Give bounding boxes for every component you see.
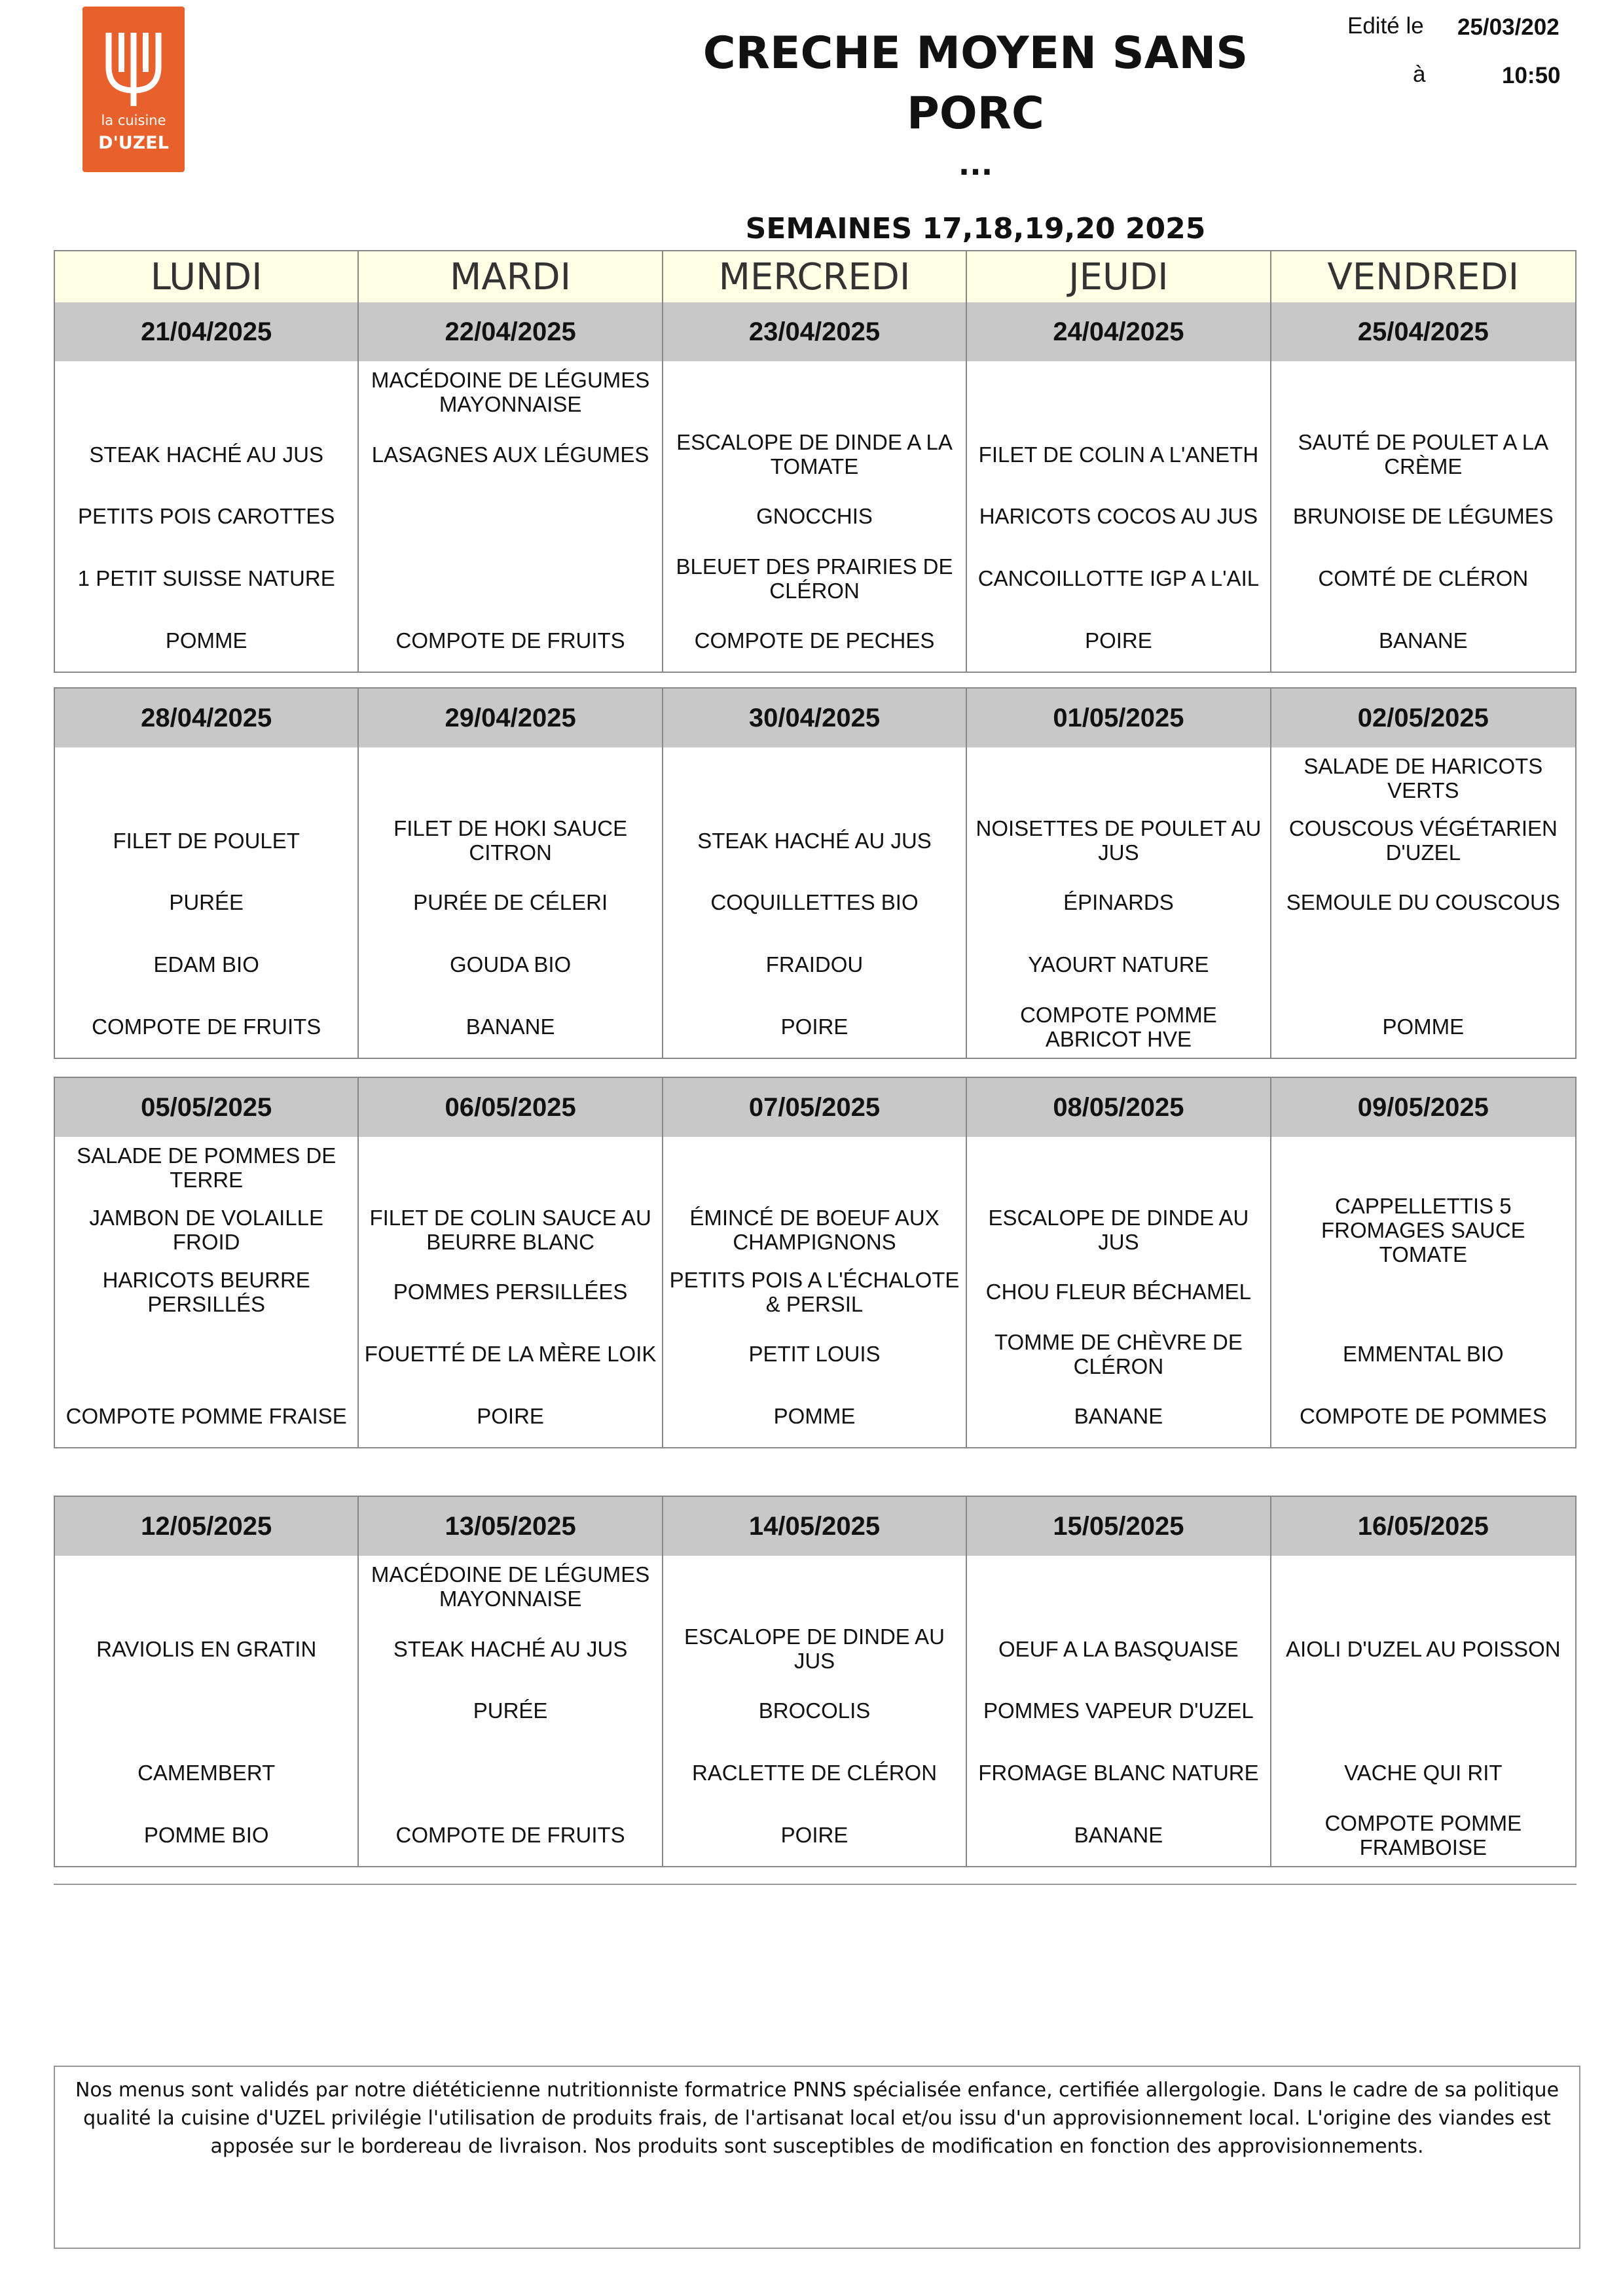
edited-label: Edité le xyxy=(1347,13,1424,39)
edited-date: 25/03/202 xyxy=(1457,14,1559,40)
logo-text-top: la cuisine xyxy=(101,113,166,128)
menu-item: LASAGNES AUX LÉGUMES xyxy=(359,423,663,486)
menu-item: POMMES PERSILLÉES xyxy=(359,1261,663,1323)
menu-item: COMPOTE DE POMMES xyxy=(1299,1404,1547,1429)
menu-items xyxy=(55,747,1575,1058)
menu-course-row xyxy=(55,747,1575,810)
menu-item: FOUETTÉ DE LA MÈRE LOIK xyxy=(359,1323,663,1385)
day-date: 23/04/2025 xyxy=(663,302,967,361)
menu-course-row xyxy=(55,1680,1575,1742)
menu-item: MACÉDOINE DE LÉGUMES MAYONNAISE xyxy=(359,1556,663,1618)
menu-item: PURÉE xyxy=(55,872,359,934)
menu-item: BANANE xyxy=(359,996,663,1058)
menu-item xyxy=(1271,933,1575,996)
menu-item: FROMAGE BLANC NATURE xyxy=(967,1742,1271,1804)
date-row xyxy=(55,1078,1575,1137)
menu-item: COMPOTE POMME FRAISE xyxy=(55,1385,359,1447)
menu-item: SALADE DE POMMES DE TERRE xyxy=(55,1137,359,1199)
menu-item: BANANE xyxy=(1378,628,1468,653)
menu-item: AIOLI D'UZEL AU POISSON xyxy=(1286,1636,1561,1661)
menu-item: ÉPINARDS xyxy=(967,872,1271,934)
day-header: LUNDI xyxy=(55,251,359,302)
day-header: JEUDI xyxy=(967,251,1271,302)
edited-time: 10:50 xyxy=(1502,63,1561,88)
menu-week-4 xyxy=(54,1496,1577,1867)
menu-item: PETITS POIS CAROTTES xyxy=(55,486,359,548)
menu-item: POMME xyxy=(55,609,359,672)
day-date: 08/05/2025 xyxy=(967,1078,1271,1137)
date-row xyxy=(55,689,1575,747)
menu-item: COMPOTE POMME FRAMBOISE xyxy=(1324,1810,1522,1859)
fork-icon xyxy=(82,7,185,111)
menu-item: COMPOTE DE FRUITS xyxy=(55,996,359,1058)
menu-course-row xyxy=(55,361,1575,423)
menu-item: POMME xyxy=(663,1385,967,1447)
menu-course-row xyxy=(55,1193,1575,1266)
menu-item: EDAM BIO xyxy=(55,933,359,996)
menu-item xyxy=(55,1323,359,1385)
menu-item: FILET DE COLIN A L'ANETH xyxy=(967,423,1271,486)
menu-item: STEAK HACHÉ AU JUS xyxy=(663,810,967,872)
menu-course-row xyxy=(55,486,1575,548)
day-date: 25/04/2025 xyxy=(1271,302,1575,361)
menu-course-row xyxy=(55,933,1575,996)
menu-item: POMMES VAPEUR D'UZEL xyxy=(967,1680,1271,1742)
menu-course-row xyxy=(55,1742,1575,1804)
page-title xyxy=(661,24,1290,144)
menu-course-row xyxy=(55,1323,1575,1385)
day-date: 14/05/2025 xyxy=(663,1497,967,1556)
menu-item xyxy=(663,747,967,810)
at-label: à xyxy=(1413,62,1426,87)
day-date: 16/05/2025 xyxy=(1271,1497,1575,1556)
menu-item: PURÉE xyxy=(359,1680,663,1742)
logo-text-bottom: D'UZEL xyxy=(98,133,169,153)
menu-item: HARICOTS BEURRE PERSILLÉS xyxy=(55,1261,359,1323)
menu-item: BROCOLIS xyxy=(663,1680,967,1742)
title-line-1: CRECHE MOYEN SANS xyxy=(702,27,1249,79)
divider xyxy=(54,1884,1577,1885)
day-date: 21/04/2025 xyxy=(55,302,359,361)
day-date: 28/04/2025 xyxy=(55,689,359,747)
menu-item xyxy=(55,1680,359,1742)
menu-item: FRAIDOU xyxy=(663,933,967,996)
menu-item: BANANE xyxy=(967,1385,1271,1447)
menu-item: POMME xyxy=(1382,1014,1465,1039)
menu-item: POIRE xyxy=(663,1804,967,1866)
day-date: 09/05/2025 xyxy=(1271,1078,1575,1137)
menu-item: EMMENTAL BIO xyxy=(1342,1342,1504,1367)
menu-item: SAUTÉ DE POULET A LA CRÈME xyxy=(1298,430,1549,479)
menu-course-row xyxy=(55,1618,1575,1680)
menu-item: BRUNOISE DE LÉGUMES xyxy=(1292,504,1554,529)
weeks-subtitle: SEMAINES 17,18,19,20 2025 xyxy=(745,212,1206,245)
menu-item: COMTÉ DE CLÉRON xyxy=(1318,566,1529,591)
menu-items xyxy=(55,1137,1575,1447)
menu-item xyxy=(663,1556,967,1618)
menu-item: YAOURT NATURE xyxy=(967,933,1271,996)
menu-week-1 xyxy=(54,250,1577,673)
menu-item xyxy=(967,747,1271,810)
menu-item: STEAK HACHÉ AU JUS xyxy=(55,423,359,486)
menu-item: PURÉE DE CÉLERI xyxy=(359,872,663,934)
menu-item: FILET DE POULET xyxy=(55,810,359,872)
menu-item: 1 PETIT SUISSE NATURE xyxy=(55,547,359,609)
menu-course-row xyxy=(55,547,1575,609)
menu-item xyxy=(359,486,663,548)
menu-items xyxy=(55,361,1575,672)
menu-course-row xyxy=(55,810,1575,872)
menu-item: NOISETTES DE POULET AU JUS xyxy=(967,810,1271,872)
menu-week-3 xyxy=(54,1077,1577,1448)
menu-item xyxy=(359,1742,663,1804)
menu-item: POIRE xyxy=(967,609,1271,672)
menu-course-row xyxy=(55,1137,1575,1199)
menu-item: BLEUET DES PRAIRIES DE CLÉRON xyxy=(663,547,967,609)
menu-item: SEMOULE DU COUSCOUS xyxy=(1286,890,1560,915)
menu-week-2 xyxy=(54,687,1577,1059)
menu-item: ESCALOPE DE DINDE A LA TOMATE xyxy=(663,423,967,486)
menu-item xyxy=(359,747,663,810)
menu-item: COMPOTE DE FRUITS xyxy=(359,609,663,672)
day-date: 29/04/2025 xyxy=(359,689,663,747)
menu-item: FILET DE COLIN SAUCE AU BEURRE BLANC xyxy=(359,1199,663,1261)
menu-item: COMPOTE DE FRUITS xyxy=(359,1804,663,1866)
menu-item xyxy=(663,361,967,423)
day-date: 13/05/2025 xyxy=(359,1497,663,1556)
day-date: 06/05/2025 xyxy=(359,1078,663,1137)
day-header: MERCREDI xyxy=(663,251,967,302)
menu-item xyxy=(359,1137,663,1199)
menu-item: COQUILLETTES BIO xyxy=(663,872,967,934)
day-date: 24/04/2025 xyxy=(967,302,1271,361)
menu-item: COUSCOUS VÉGÉTARIEN D'UZEL xyxy=(1288,816,1558,865)
day-date: 05/05/2025 xyxy=(55,1078,359,1137)
menu-course-row xyxy=(55,1804,1575,1866)
day-date: 30/04/2025 xyxy=(663,689,967,747)
day-header: VENDREDI xyxy=(1271,251,1575,302)
menu-item xyxy=(967,1556,1271,1618)
day-date: 12/05/2025 xyxy=(55,1497,359,1556)
menu-item: CAPPELLETTIS 5 FROMAGES SAUCE TOMATE xyxy=(1321,1193,1525,1266)
menu-item: CANCOILLOTTE IGP A L'AIL xyxy=(967,547,1271,609)
menu-item xyxy=(1271,1680,1575,1742)
day-date: 22/04/2025 xyxy=(359,302,663,361)
menu-item xyxy=(967,361,1271,423)
menu-item: FILET DE HOKI SAUCE CITRON xyxy=(359,810,663,872)
menu-item: SALADE DE HARICOTS VERTS xyxy=(1304,754,1543,803)
menu-item: GNOCCHIS xyxy=(663,486,967,548)
menu-item: PETIT LOUIS xyxy=(663,1323,967,1385)
menu-item: POIRE xyxy=(359,1385,663,1447)
menu-items xyxy=(55,1556,1575,1866)
menu-item xyxy=(1271,1137,1575,1199)
menu-course-row xyxy=(55,1385,1575,1447)
title-line-2: PORC xyxy=(907,88,1044,139)
menu-course-row xyxy=(55,996,1575,1058)
menu-item: HARICOTS COCOS AU JUS xyxy=(967,486,1271,548)
menu-item: RAVIOLIS EN GRATIN xyxy=(55,1618,359,1680)
menu-item xyxy=(55,361,359,423)
menu-item: PETITS POIS A L'ÉCHALOTE & PERSIL xyxy=(663,1261,967,1323)
menu-item: TOMME DE CHÈVRE DE CLÉRON xyxy=(967,1323,1271,1385)
menu-item: VACHE QUI RIT xyxy=(1344,1761,1503,1785)
day-date: 02/05/2025 xyxy=(1271,689,1575,747)
menu-item: CHOU FLEUR BÉCHAMEL xyxy=(967,1261,1271,1323)
menu-item xyxy=(967,1137,1271,1199)
menu-course-row xyxy=(55,872,1575,934)
footer-note: Nos menus sont validés par notre diététicienne nutritionniste formatrice PNNS spécialisée enfance, certifiée allergologie. Dans le cadre de sa politique qualité la cuisine d'UZEL privilégie l'utilisation de produits frais, de l'artisanat local et/ou issu d'un approvisionnement local. L'origine des viandes est apposée sur le bordereau de livraison. Nos produits sont susceptibles de modification en fonction des approvisionnements. xyxy=(54,2066,1580,2249)
date-row xyxy=(55,1497,1575,1556)
menu-item xyxy=(55,1556,359,1618)
menu-item xyxy=(359,547,663,609)
day-header: MARDI xyxy=(359,251,663,302)
menu-course-row xyxy=(55,423,1575,486)
date-row xyxy=(55,302,1575,361)
menu-item xyxy=(1271,361,1575,423)
menu-item xyxy=(663,1137,967,1199)
menu-item xyxy=(1271,1556,1575,1618)
menu-item: GOUDA BIO xyxy=(359,933,663,996)
menu-item: COMPOTE POMME ABRICOT HVE xyxy=(967,996,1271,1058)
day-date: 15/05/2025 xyxy=(967,1497,1271,1556)
menu-item: MACÉDOINE DE LÉGUMES MAYONNAISE xyxy=(359,361,663,423)
title-ellipsis: ... xyxy=(958,147,993,182)
menu-item: ESCALOPE DE DINDE AU JUS xyxy=(663,1618,967,1680)
brand-logo xyxy=(82,7,185,172)
day-date: 07/05/2025 xyxy=(663,1078,967,1137)
day-date: 01/05/2025 xyxy=(967,689,1271,747)
menu-item: STEAK HACHÉ AU JUS xyxy=(359,1618,663,1680)
menu-item: ESCALOPE DE DINDE AU JUS xyxy=(967,1199,1271,1261)
menu-item: CAMEMBERT xyxy=(55,1742,359,1804)
menu-course-row xyxy=(55,1261,1575,1323)
menu-item: OEUF A LA BASQUAISE xyxy=(967,1618,1271,1680)
menu-item: POIRE xyxy=(663,996,967,1058)
menu-course-row xyxy=(55,609,1575,672)
menu-item: JAMBON DE VOLAILLE FROID xyxy=(55,1199,359,1261)
menu-item xyxy=(55,747,359,810)
menu-item: POMME BIO xyxy=(55,1804,359,1866)
menu-course-row xyxy=(55,1556,1575,1618)
menu-item: COMPOTE DE PECHES xyxy=(663,609,967,672)
day-header-row xyxy=(55,251,1575,302)
menu-item: BANANE xyxy=(967,1804,1271,1866)
menu-item xyxy=(1271,1261,1575,1323)
menu-item: RACLETTE DE CLÉRON xyxy=(663,1742,967,1804)
menu-item: ÉMINCÉ DE BOEUF AUX CHAMPIGNONS xyxy=(663,1199,967,1261)
